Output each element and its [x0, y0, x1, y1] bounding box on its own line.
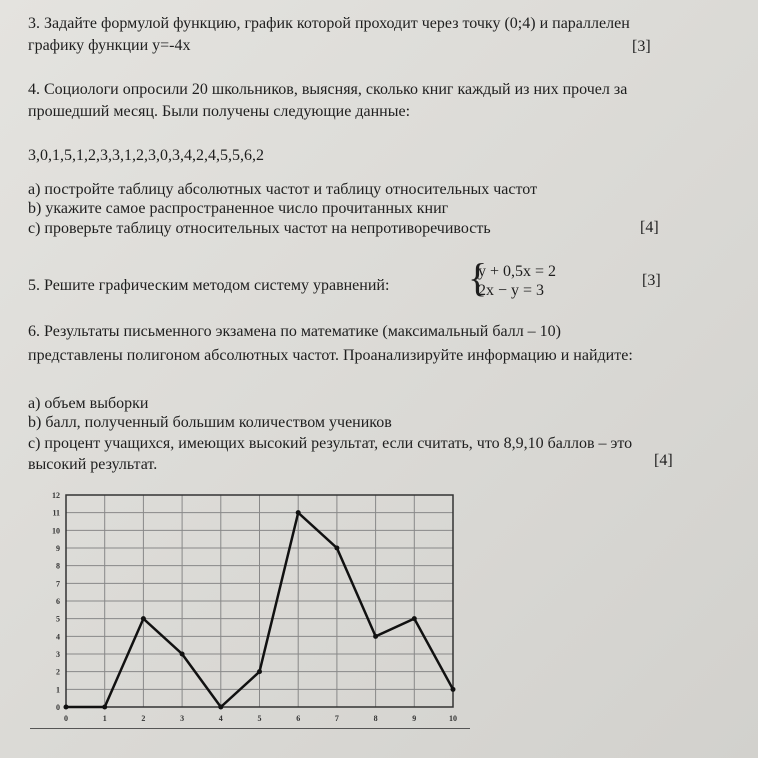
x-tick-label: 8 — [373, 714, 378, 723]
brace: { — [468, 255, 488, 300]
x-tick-label: 2 — [141, 714, 146, 723]
data-point — [412, 616, 417, 621]
q6-b: b) балл, полученный большим количеством учеников — [28, 414, 392, 431]
x-tick-label: 9 — [412, 714, 417, 723]
q5-score: [3] — [642, 272, 661, 289]
x-tick-label: 6 — [296, 714, 301, 723]
y-tick-label: 4 — [56, 632, 60, 642]
x-tick-label: 4 — [218, 714, 223, 723]
q3-line2: графику функции y=-4x — [28, 37, 191, 54]
q4-a: a) постройте таблицу абсолютных частот и таблицу относительных частот — [28, 181, 538, 198]
data-point — [451, 687, 456, 692]
x-tick-label: 3 — [180, 714, 185, 723]
data-point — [257, 669, 262, 674]
q6-line2: представлены полигоном абсолютных частот. Проанализируйте информацию и найдите: — [28, 347, 633, 364]
y-tick-label: 2 — [56, 667, 60, 677]
y-tick-label: 5 — [56, 614, 60, 624]
x-tick-label: 7 — [334, 714, 339, 723]
q3-score: [3] — [632, 38, 651, 55]
y-tick-label: 8 — [56, 561, 60, 571]
x-tick-label: 0 — [64, 714, 68, 723]
q4-b: b) укажите самое распространенное число прочитанных книг — [28, 200, 449, 217]
y-tick-label: 11 — [52, 508, 60, 518]
data-point — [102, 705, 107, 710]
q6-c2: высокий результат. — [28, 456, 158, 473]
q4-line1: 4. Социологи опросили 20 школьников, выясняя, сколько книг каждый из них прочел за — [28, 81, 628, 98]
q6-a: a) объем выборки — [28, 395, 149, 412]
data-point — [373, 634, 378, 639]
x-tick-label: 1 — [102, 714, 107, 723]
y-tick-label: 7 — [56, 579, 60, 589]
q4-c: c) проверьте таблицу относительных частот на непротиворечивость — [28, 220, 491, 237]
data-point — [180, 652, 185, 657]
q6-score: [4] — [654, 452, 673, 469]
q6-c: c) процент учащихся, имеющих высокий результат, если считать, что 8,9,10 баллов – это — [28, 435, 633, 452]
data-point — [218, 705, 223, 710]
x-tick-label: 10 — [449, 714, 457, 723]
data-point — [296, 510, 301, 515]
q5-text: 5. Решите графическим методом систему уравнений: — [28, 277, 390, 294]
y-tick-label: 0 — [56, 703, 60, 712]
y-tick-label: 10 — [52, 526, 60, 536]
y-tick-label: 1 — [56, 685, 60, 695]
q4-data: 3,0,1,5,1,2,3,3,1,2,3,0,3,4,2,4,5,5,6,2 — [28, 147, 264, 164]
data-point — [64, 705, 69, 710]
frequency-polygon-chart — [40, 485, 470, 730]
q4-line2: прошедший месяц. Были получены следующие данные: — [28, 103, 411, 120]
x-tick-label: 5 — [257, 714, 262, 723]
data-point — [141, 616, 146, 621]
q3-line1: 3. Задайте формулой функцию, график которой проходит через точку (0;4) и параллелен — [28, 15, 630, 32]
eq2: 2x − y = 3 — [478, 282, 545, 299]
y-tick-label: 6 — [56, 597, 60, 606]
q6-line1: 6. Результаты письменного экзамена по математике (максимальный балл – 10) — [28, 323, 562, 340]
eq1: y + 0,5x = 2 — [478, 263, 557, 280]
underline — [30, 728, 470, 729]
equation-system — [478, 262, 556, 300]
y-tick-label: 3 — [56, 650, 60, 659]
q4-score: [4] — [640, 219, 659, 236]
y-tick-label: 9 — [56, 544, 60, 553]
y-tick-label: 12 — [52, 491, 60, 500]
data-point — [334, 546, 339, 551]
